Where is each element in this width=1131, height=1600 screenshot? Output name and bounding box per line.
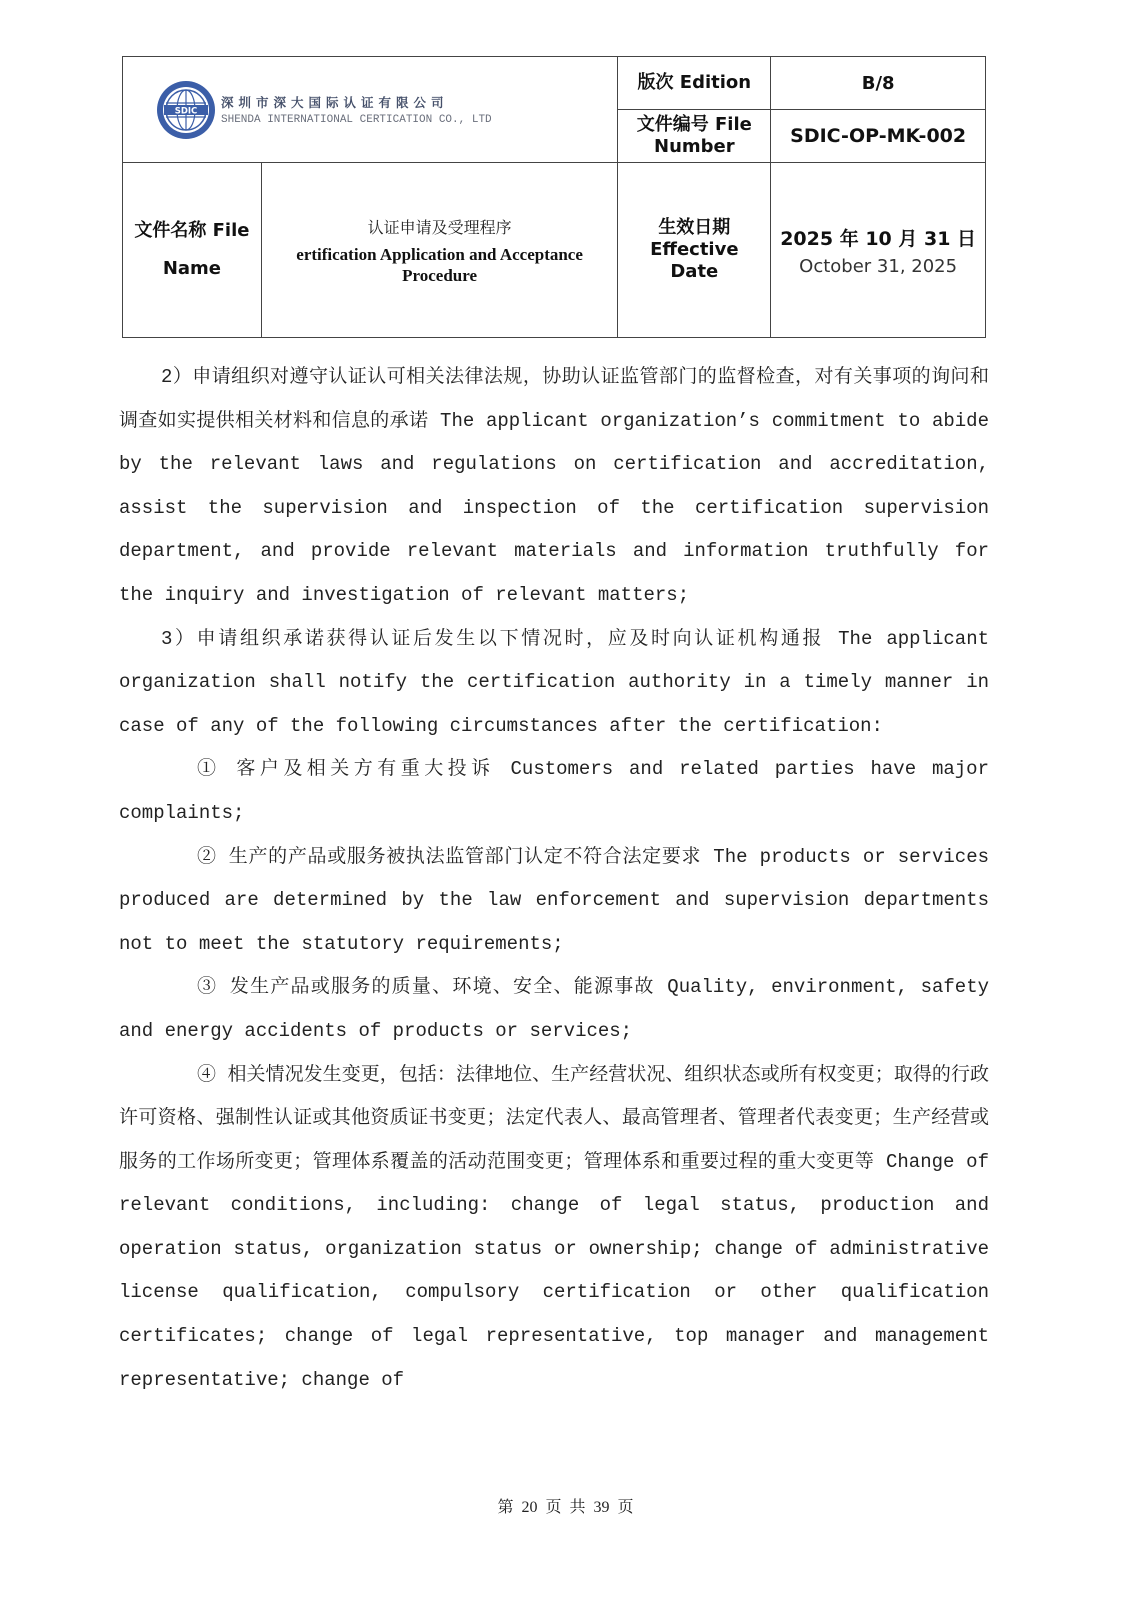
company-name-en: SHENDA INTERNATIONAL CERTICATION CO., LTD bbox=[221, 114, 492, 126]
company-name-cn: 深圳市深大国际认证有限公司 bbox=[221, 95, 449, 110]
file-number-label: 文件编号 File Number bbox=[636, 114, 752, 157]
effective-date-label-line2: Effective bbox=[650, 239, 739, 260]
sub-item-2: ② 生产的产品或服务被执法监管部门认定不符合法定要求 The products or services produced are determined by the law enforcement and supervision departments not to meet the statutory requirements; bbox=[119, 845, 989, 955]
edition-label: 版次 Edition bbox=[637, 72, 752, 93]
sub-item-1: ① 客户及相关方有重大投诉 Customers and related parties have major complaints; bbox=[119, 758, 989, 824]
sub-item-3: ③ 发生产品或服务的质量、环境、安全、能源事故 Quality, environment, safety and energy accidents of products or services; bbox=[119, 976, 989, 1042]
document-body bbox=[119, 356, 989, 1402]
document-header-table bbox=[122, 56, 986, 338]
edition-value: B/8 bbox=[861, 72, 895, 94]
paragraph-item-2: 2）申请组织对遵守认证认可相关法律法规，协助认证监管部门的监督检查，对有关事项的询问和调查如实提供相关材料和信息的承诺 The applicant organization’s commitment to abide by the relevant laws and regulations on certification and accreditation, assist the supervision and inspection of the certification supervision department, and provide relevant materials and information truthfully for the inquiry and investigation of relevant matters; bbox=[119, 366, 989, 606]
effective-date-cn: 2025 年 10 月 31 日 bbox=[780, 227, 977, 250]
file-number-label-cell bbox=[618, 110, 771, 163]
effective-date-label-cell bbox=[618, 163, 771, 338]
file-name-label-line2: Name bbox=[162, 258, 222, 279]
logo-text: SDIC bbox=[174, 106, 198, 116]
edition-value-cell bbox=[771, 57, 986, 110]
edition-label-cell bbox=[618, 57, 771, 110]
page-number: 第 20 页 共 39 页 bbox=[497, 1499, 634, 1516]
file-name-en: ertification Application and Acceptance Procedure bbox=[296, 244, 583, 285]
file-number-value: SDIC-OP-MK-002 bbox=[790, 125, 967, 147]
effective-date-en: October 31, 2025 bbox=[799, 255, 958, 277]
file-name-cn: 认证申请及受理程序 bbox=[367, 217, 512, 237]
effective-date-value-cell bbox=[771, 163, 986, 338]
paragraph-item-3: 3）申请组织承诺获得认证后发生以下情况时，应及时向认证机构通报 The applicant organization shall notify the certification authority in a timely manner in case of any of the following circumstances after the certification: bbox=[119, 627, 989, 737]
company-logo-icon bbox=[155, 79, 217, 141]
sub-item-4: ④ 相关情况发生变更，包括：法律地位、生产经营状况、组织状态或所有权变更；取得的行政许可资格、强制性认证或其他资质证书变更；法定代表人、最高管理者、管理者代表变更；生产经营或服务的工作场所变更；管理体系覆盖的活动范围变更；管理体系和重要过程的重大变更等 Change of relevant conditions, including: change of legal status, production and operation status, organization status or ownership; change of administrative license qualification, compulsory certification or other qualification certificates; change of legal representative, top manager and management representative; change of bbox=[119, 1063, 989, 1391]
file-name-label-line1: 文件名称 File bbox=[134, 220, 250, 241]
file-name-value-cell bbox=[261, 163, 618, 338]
effective-date-label-line1: 生效日期 bbox=[658, 217, 731, 238]
file-name-label-cell bbox=[123, 163, 262, 338]
company-logo-cell bbox=[123, 57, 618, 163]
effective-date-label-line3: Date bbox=[670, 261, 719, 282]
file-number-value-cell bbox=[771, 110, 986, 163]
